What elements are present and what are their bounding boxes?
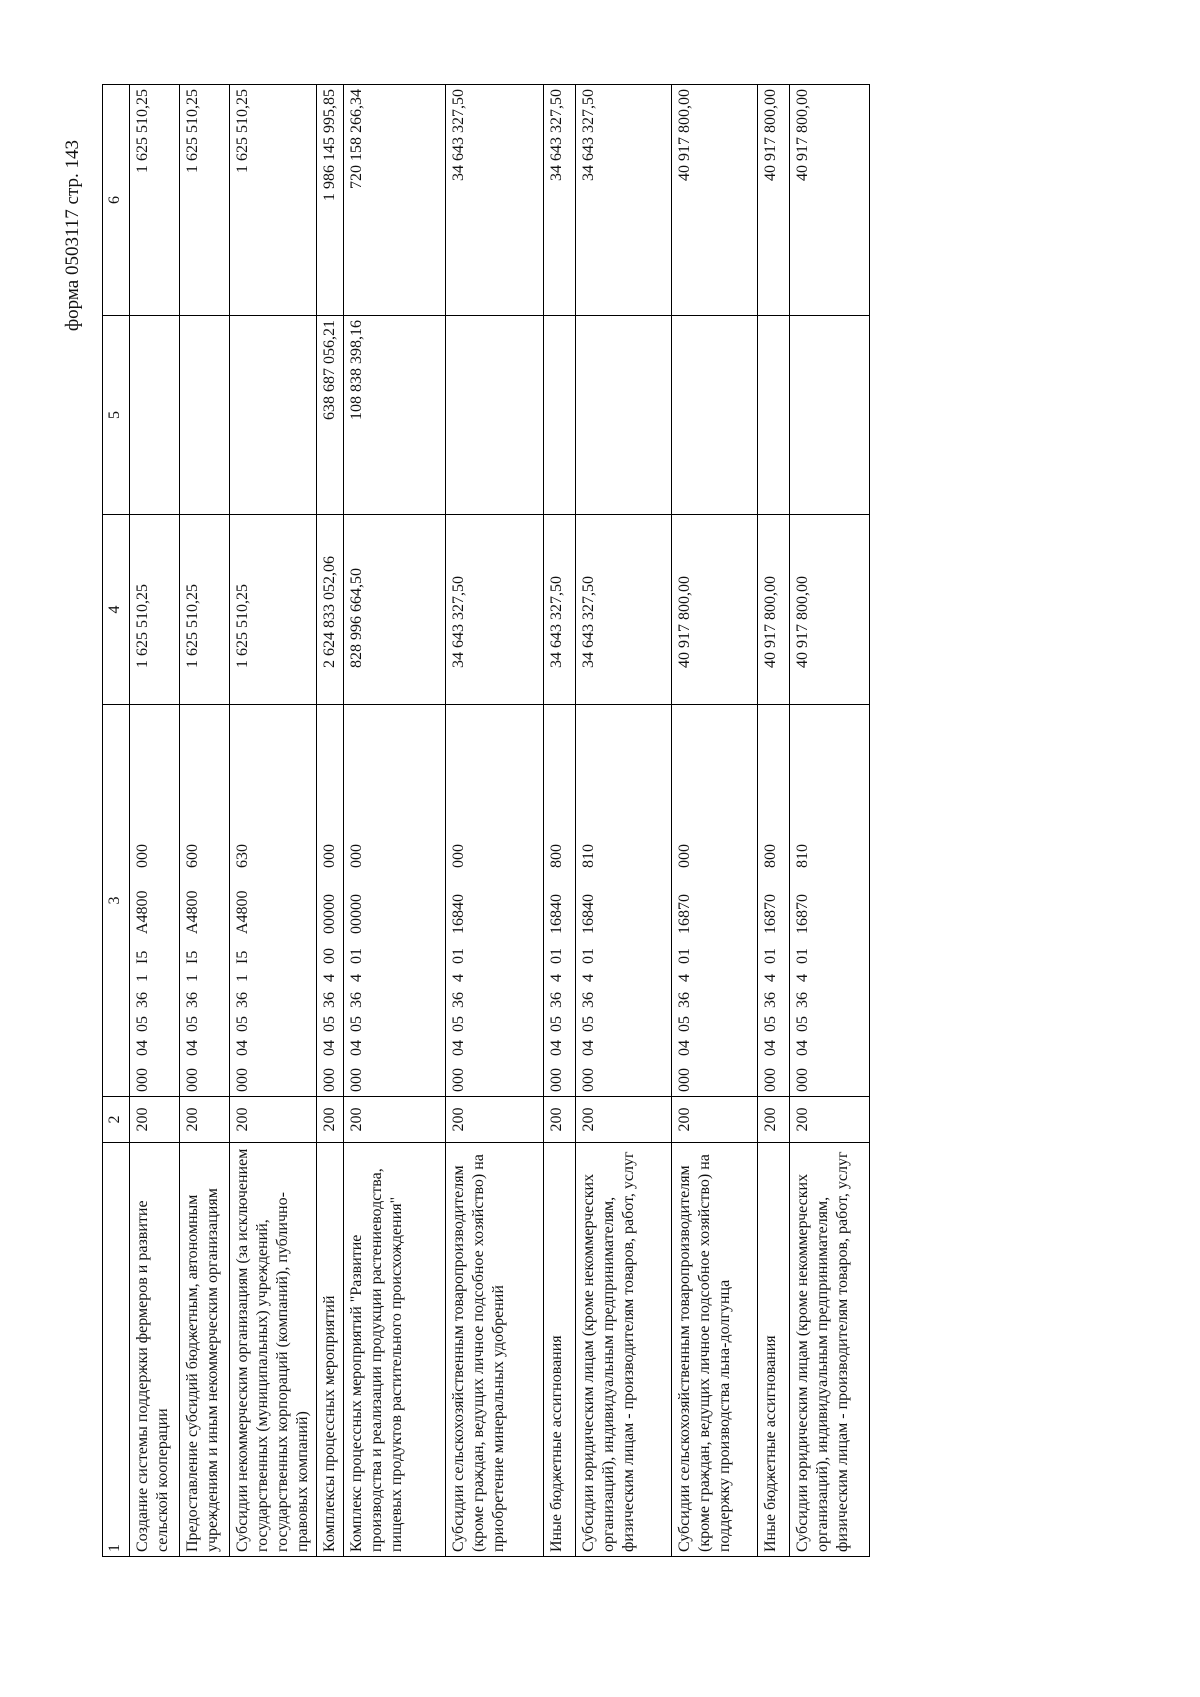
code-segment: 36	[134, 992, 151, 1008]
code-segment: 36	[348, 992, 365, 1008]
code-segment: 05	[676, 1016, 693, 1032]
table-row	[544, 85, 576, 1557]
code-segment: 04	[348, 1040, 365, 1056]
code-segment: 36	[762, 992, 779, 1008]
row-name: Субсидии сельскохозяйственным товаропроизводителям (кроме граждан, ведущих личное подсобное хозяйство) на поддержку производства льна-долгунца	[672, 1143, 758, 1557]
table-row	[230, 85, 317, 1557]
code-segment: 01	[676, 948, 693, 964]
code-segment: I5	[234, 950, 251, 964]
code-segment: 000	[450, 844, 467, 868]
code-segment: 04	[184, 1040, 201, 1056]
row-approved-amount: 1 625 510,25	[180, 515, 230, 705]
code-segment: 000	[134, 1068, 151, 1092]
code-segment: A4800	[234, 890, 251, 934]
code-segment: 00	[321, 948, 338, 964]
code-segment: 1	[184, 974, 201, 982]
row-classification-code	[446, 705, 544, 1097]
column-header-1: 1	[103, 1143, 130, 1557]
code-segment: 36	[234, 992, 251, 1008]
code-segment: 05	[134, 1016, 151, 1032]
row-line-code: 200	[230, 1097, 317, 1143]
code-segment: 000	[762, 1068, 779, 1092]
row-executed-amount	[544, 316, 576, 515]
table-row	[344, 85, 446, 1557]
code-segment: 01	[762, 948, 779, 964]
row-approved-amount: 40 917 800,00	[758, 515, 790, 705]
row-approved-amount: 40 917 800,00	[672, 515, 758, 705]
row-unexecuted-amount: 40 917 800,00	[790, 85, 870, 316]
row-approved-amount: 34 643 327,50	[446, 515, 544, 705]
row-classification-code	[790, 705, 870, 1097]
row-name: Субсидии юридическим лицам (кроме некоммерческих организаций), индивидуальным предпринимателям, физическим лицам - производителям товаров, работ, услуг	[790, 1143, 870, 1557]
code-segment: 000	[676, 1068, 693, 1092]
code-segment: 05	[762, 1016, 779, 1032]
row-classification-code	[180, 705, 230, 1097]
code-segment: 4	[580, 974, 597, 982]
code-segment: 000	[234, 1068, 251, 1092]
code-segment: 16840	[548, 894, 565, 934]
code-segment: 16870	[762, 894, 779, 934]
row-approved-amount: 1 625 510,25	[130, 515, 180, 705]
row-line-code: 200	[130, 1097, 180, 1143]
code-segment: 000	[450, 1068, 467, 1092]
code-segment: 4	[762, 974, 779, 982]
code-segment: 000	[134, 844, 151, 868]
form-label: форма 0503117 стр. 143	[62, 140, 83, 332]
row-approved-amount: 1 625 510,25	[230, 515, 317, 705]
row-approved-amount: 40 917 800,00	[790, 515, 870, 705]
code-segment: A4800	[184, 890, 201, 934]
code-segment: 1	[134, 974, 151, 982]
code-segment: 01	[348, 948, 365, 964]
row-executed-amount	[672, 316, 758, 515]
row-executed-amount	[130, 316, 180, 515]
code-segment: 16840	[580, 894, 597, 934]
row-classification-code	[544, 705, 576, 1097]
row-line-code: 200	[180, 1097, 230, 1143]
row-classification-code	[317, 705, 344, 1097]
column-header-6: 6	[103, 85, 130, 316]
code-segment: 05	[321, 1016, 338, 1032]
row-executed-amount	[180, 316, 230, 515]
code-segment: I5	[134, 950, 151, 964]
code-segment: 04	[794, 1040, 811, 1056]
code-segment: 01	[794, 948, 811, 964]
row-name: Субсидии некоммерческим организациям (за исключением государственных (муниципальных) учреждений, государственных корпораций (компаний), публично-правовых компаний)	[230, 1143, 317, 1557]
code-segment: 36	[548, 992, 565, 1008]
code-segment: 36	[794, 992, 811, 1008]
code-segment: 01	[450, 948, 467, 964]
code-segment: 630	[234, 844, 251, 868]
column-header-5: 5	[103, 316, 130, 515]
code-segment: 4	[450, 974, 467, 982]
table-row	[446, 85, 544, 1557]
code-segment: 4	[794, 974, 811, 982]
code-segment: 36	[450, 992, 467, 1008]
table-row	[317, 85, 344, 1557]
table-row	[790, 85, 870, 1557]
code-segment: 4	[321, 974, 338, 982]
code-segment: 16870	[794, 894, 811, 934]
code-segment: 000	[348, 844, 365, 868]
row-executed-amount: 638 687 056,21	[317, 316, 344, 515]
code-segment: 16870	[676, 894, 693, 934]
row-line-code: 200	[758, 1097, 790, 1143]
code-segment: 000	[321, 844, 338, 868]
row-classification-code	[230, 705, 317, 1097]
code-segment: 000	[184, 1068, 201, 1092]
row-approved-amount: 34 643 327,50	[576, 515, 672, 705]
row-classification-code	[130, 705, 180, 1097]
row-unexecuted-amount: 1 625 510,25	[230, 85, 317, 316]
code-segment: 4	[548, 974, 565, 982]
table-body	[130, 85, 870, 1557]
column-number-row	[103, 85, 130, 1557]
column-header-4: 4	[103, 515, 130, 705]
code-segment: 4	[676, 974, 693, 982]
row-name: Предоставление субсидий бюджетным, автономным учреждениям и иным некоммерческим организациям	[180, 1143, 230, 1557]
table-row	[758, 85, 790, 1557]
code-segment: 00000	[321, 894, 338, 934]
table-row	[672, 85, 758, 1557]
code-segment: 05	[548, 1016, 565, 1032]
row-approved-amount: 2 624 833 052,06	[317, 515, 344, 705]
row-classification-code	[672, 705, 758, 1097]
row-unexecuted-amount: 40 917 800,00	[758, 85, 790, 316]
code-segment: 600	[184, 844, 201, 868]
code-segment: 05	[794, 1016, 811, 1032]
row-name: Создание системы поддержки фермеров и развитие сельской кооперации	[130, 1143, 180, 1557]
code-segment: 810	[580, 844, 597, 868]
code-segment: 000	[548, 1068, 565, 1092]
row-executed-amount	[230, 316, 317, 515]
code-segment: 000	[348, 1068, 365, 1092]
row-unexecuted-amount: 1 625 510,25	[130, 85, 180, 316]
code-segment: 05	[234, 1016, 251, 1032]
column-header-2: 2	[103, 1097, 130, 1143]
code-segment: 000	[676, 844, 693, 868]
budget-table	[102, 84, 870, 1557]
row-classification-code	[576, 705, 672, 1097]
code-segment: 04	[234, 1040, 251, 1056]
row-line-code: 200	[544, 1097, 576, 1143]
code-segment: 04	[548, 1040, 565, 1056]
row-name: Комплексы процессных мероприятий	[317, 1143, 344, 1557]
code-segment: 36	[580, 992, 597, 1008]
row-line-code: 200	[446, 1097, 544, 1143]
row-unexecuted-amount: 34 643 327,50	[576, 85, 672, 316]
row-unexecuted-amount: 34 643 327,50	[446, 85, 544, 316]
code-segment: 04	[580, 1040, 597, 1056]
code-segment: 00000	[348, 894, 365, 934]
row-line-code: 200	[344, 1097, 446, 1143]
row-name: Комплекс процессных мероприятий "Развитие производства и реализации продукции растениеводства, пищевых продуктов растительного происхождения"	[344, 1143, 446, 1557]
code-segment: 05	[580, 1016, 597, 1032]
row-executed-amount	[758, 316, 790, 515]
code-segment: 01	[580, 948, 597, 964]
code-segment: 04	[676, 1040, 693, 1056]
row-line-code: 200	[672, 1097, 758, 1143]
row-unexecuted-amount: 720 158 266,34	[344, 85, 446, 316]
code-segment: 1	[234, 974, 251, 982]
row-unexecuted-amount: 1 625 510,25	[180, 85, 230, 316]
row-classification-code	[758, 705, 790, 1097]
code-segment: 36	[676, 992, 693, 1008]
code-segment: 01	[548, 948, 565, 964]
table-row	[180, 85, 230, 1557]
code-segment: 04	[134, 1040, 151, 1056]
code-segment: 05	[450, 1016, 467, 1032]
row-name: Иные бюджетные ассигнования	[544, 1143, 576, 1557]
code-segment: 000	[580, 1068, 597, 1092]
row-executed-amount	[446, 316, 544, 515]
code-segment: 800	[762, 844, 779, 868]
code-segment: 04	[762, 1040, 779, 1056]
code-segment: 05	[184, 1016, 201, 1032]
row-classification-code	[344, 705, 446, 1097]
row-unexecuted-amount: 1 986 145 995,85	[317, 85, 344, 316]
row-unexecuted-amount: 34 643 327,50	[544, 85, 576, 316]
code-segment: A4800	[134, 890, 151, 934]
row-executed-amount	[790, 316, 870, 515]
row-name: Иные бюджетные ассигнования	[758, 1143, 790, 1557]
table-row	[130, 85, 180, 1557]
code-segment: 000	[321, 1068, 338, 1092]
code-segment: 16840	[450, 894, 467, 934]
row-line-code: 200	[790, 1097, 870, 1143]
row-executed-amount	[576, 316, 672, 515]
row-line-code: 200	[317, 1097, 344, 1143]
code-segment: I5	[184, 950, 201, 964]
code-segment: 810	[794, 844, 811, 868]
row-name: Субсидии сельскохозяйственным товаропроизводителям (кроме граждан, ведущих личное подсобное хозяйство) на приобретение минеральных удобрений	[446, 1143, 544, 1557]
code-segment: 4	[348, 974, 365, 982]
table-row	[576, 85, 672, 1557]
code-segment: 04	[450, 1040, 467, 1056]
row-unexecuted-amount: 40 917 800,00	[672, 85, 758, 316]
row-line-code: 200	[576, 1097, 672, 1143]
code-segment: 36	[321, 992, 338, 1008]
row-approved-amount: 34 643 327,50	[544, 515, 576, 705]
code-segment: 800	[548, 844, 565, 868]
code-segment: 36	[184, 992, 201, 1008]
code-segment: 04	[321, 1040, 338, 1056]
column-header-3: 3	[103, 705, 130, 1097]
row-name: Субсидии юридическим лицам (кроме некоммерческих организаций), индивидуальным предпринимателям, физическим лицам - производителям товаров, работ, услуг	[576, 1143, 672, 1557]
row-executed-amount: 108 838 398,16	[344, 316, 446, 515]
code-segment: 05	[348, 1016, 365, 1032]
code-segment: 000	[794, 1068, 811, 1092]
row-approved-amount: 828 996 664,50	[344, 515, 446, 705]
